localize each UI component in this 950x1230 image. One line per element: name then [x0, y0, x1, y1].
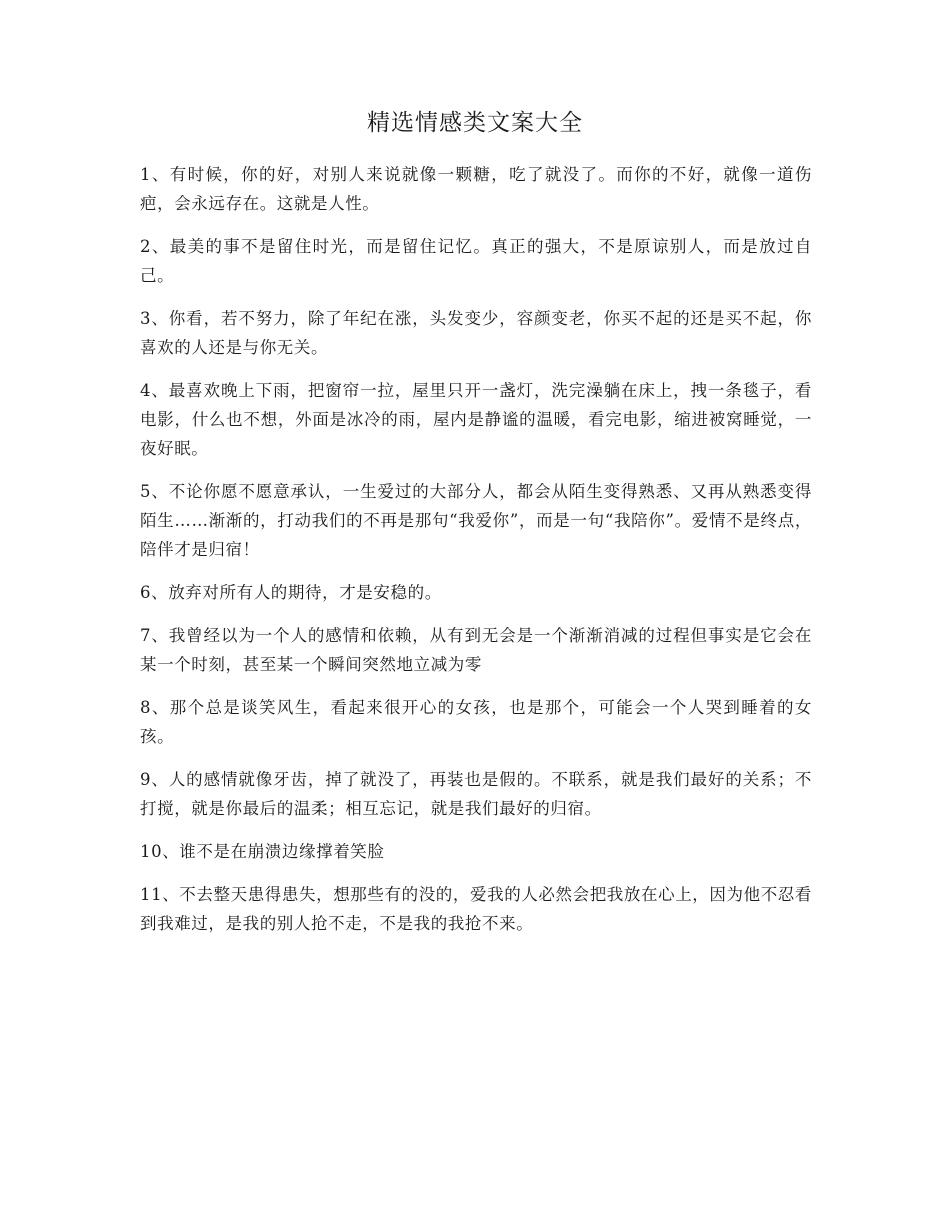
paragraph-7: 7、我曾经以为一个人的感情和依赖，从有到无会是一个渐渐消减的过程但事实是它会在某一个时刻，甚至某一个瞬间突然地立减为零 — [140, 626, 812, 674]
paragraph-11: 11、不去整天患得患失，想那些有的没的，爱我的人必然会把我放在心上，因为他不忍看到我难过，是我的别人抢不走，不是我的我抢不来。 — [140, 885, 812, 933]
paragraph-8: 8、那个总是谈笑风生，看起来很开心的女孩，也是那个，可能会一个人哭到睡着的女孩。 — [140, 698, 812, 746]
paragraph-10: 10、谁不是在崩溃边缘撑着笑脸 — [140, 842, 385, 861]
paragraph-2: 2、最美的事不是留住时光，而是留住记忆。真正的强大，不是原谅别人，而是放过自己。 — [140, 237, 812, 285]
paragraph-9: 9、人的感情就像牙齿，掉了就没了，再装也是假的。不联系，就是我们最好的关系；不打搅，就是你最后的温柔；相互忘记，就是我们最好的归宿。 — [140, 770, 812, 818]
document-title: 精选情感类文案大全 — [367, 110, 583, 136]
document-body — [140, 160, 812, 952]
paragraph-4: 4、最喜欢晚上下雨，把窗帘一拉，屋里只开一盏灯，洗完澡躺在床上，拽一条毯子，看电影，什么也不想，外面是冰冷的雨，屋内是静谧的温暖，看完电影，缩进被窝睡觉，一夜好眠。 — [140, 381, 812, 458]
paragraph-6: 6、放弃对所有人的期待，才是安稳的。 — [140, 583, 442, 602]
paragraph-5: 5、不论你愿不愿意承认，一生爱过的大部分人，都会从陌生变得熟悉、又再从熟悉变得陌生……渐渐的，打动我们的不再是那句“我爱你”，而是一句“我陪你”。爱情不是终点，陪伴才是归宿！ — [140, 482, 812, 559]
paragraph-3: 3、你看，若不努力，除了年纪在涨，头发变少，容颜变老，你买不起的还是买不起，你喜欢的人还是与你无关。 — [140, 309, 812, 357]
paragraph-1: 1、有时候，你的好，对别人来说就像一颗糖，吃了就没了。而你的不好，就像一道伤疤，会永远存在。这就是人性。 — [140, 165, 812, 213]
